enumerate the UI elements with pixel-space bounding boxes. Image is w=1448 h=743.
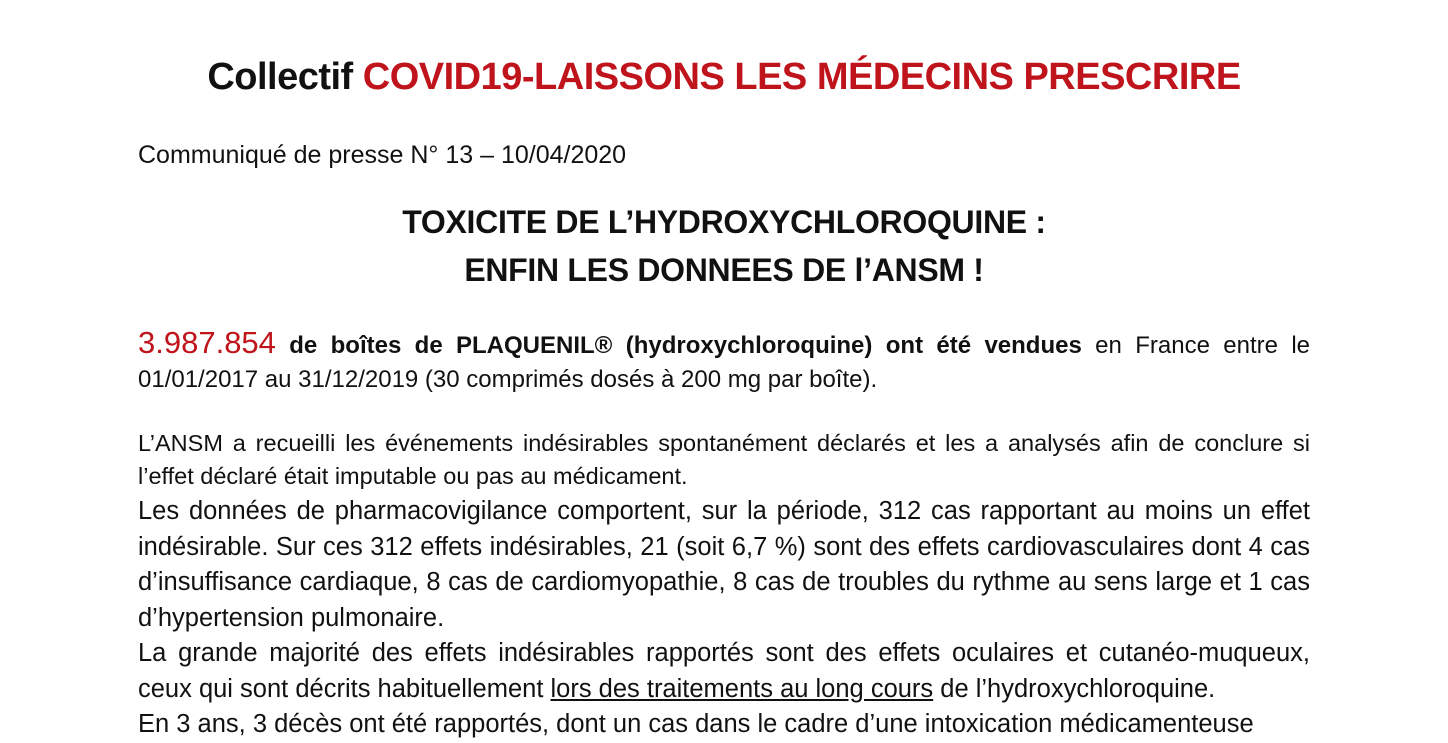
paragraph-sales xyxy=(138,326,1310,397)
paragraph-majority xyxy=(138,636,1310,707)
sales-rest-text: en France entre le 01/01/2017 au 31/12/2019 (30 comprimés dosés à 200 mg par boîte). xyxy=(138,332,1311,393)
headline-line-1: TOXICITE DE L’HYDROXYCHLOROQUINE : xyxy=(402,204,1046,240)
title-prefix: Collectif xyxy=(207,56,363,98)
headline-line-2: ENFIN LES DONNEES DE l’ANSM ! xyxy=(464,252,984,288)
title-accent: COVID19-LAISSONS LES MÉDECINS PRESCRIRE xyxy=(362,56,1241,98)
paragraph-deaths-partial: En 3 ans, 3 décès ont été rapportés, dont un cas dans le cadre d’une intoxication médicamenteuse xyxy=(138,710,1254,738)
majority-end: de l’hydroxychloroquine. xyxy=(933,674,1216,703)
paragraph-pharmacovigilance: Les données de pharmacovigilance comportent, sur la période, 312 cas rapportant au moins un effet indésirable. Sur ces 312 effets indésirables, 21 (soit 6,7 %) sont des effets cardiovasculaires dont 4 cas d’insuffisance cardiaque, 8 cas de cardiomyopathie, 8 cas de troubles du rythme au sens large et 1 cas d’hypertension pulmonaire. xyxy=(138,497,1310,632)
majority-underlined: lors des traitements au long cours xyxy=(550,674,934,703)
sales-number: 3.987.854 xyxy=(138,325,276,360)
press-release-line: Communiqué de presse N° 13 – 10/04/2020 xyxy=(138,141,627,169)
paragraph-ansm: L’ANSM a recueilli les événements indésirables spontanément déclarés et les a analysés afin de conclure si l’effet déclaré était imputable ou pas au médicament. xyxy=(138,430,1310,489)
sales-bold-text: de boîtes de PLAQUENIL® (hydroxychloroquine) ont été vendues xyxy=(275,332,1082,359)
document-title xyxy=(0,56,1448,99)
headline xyxy=(0,198,1448,294)
majority-start: La grande majorité des effets indésirables rapportés sont des effets oculaires et cutanéo-muqueux, ceux qui sont décrits habituellement xyxy=(138,639,1310,703)
